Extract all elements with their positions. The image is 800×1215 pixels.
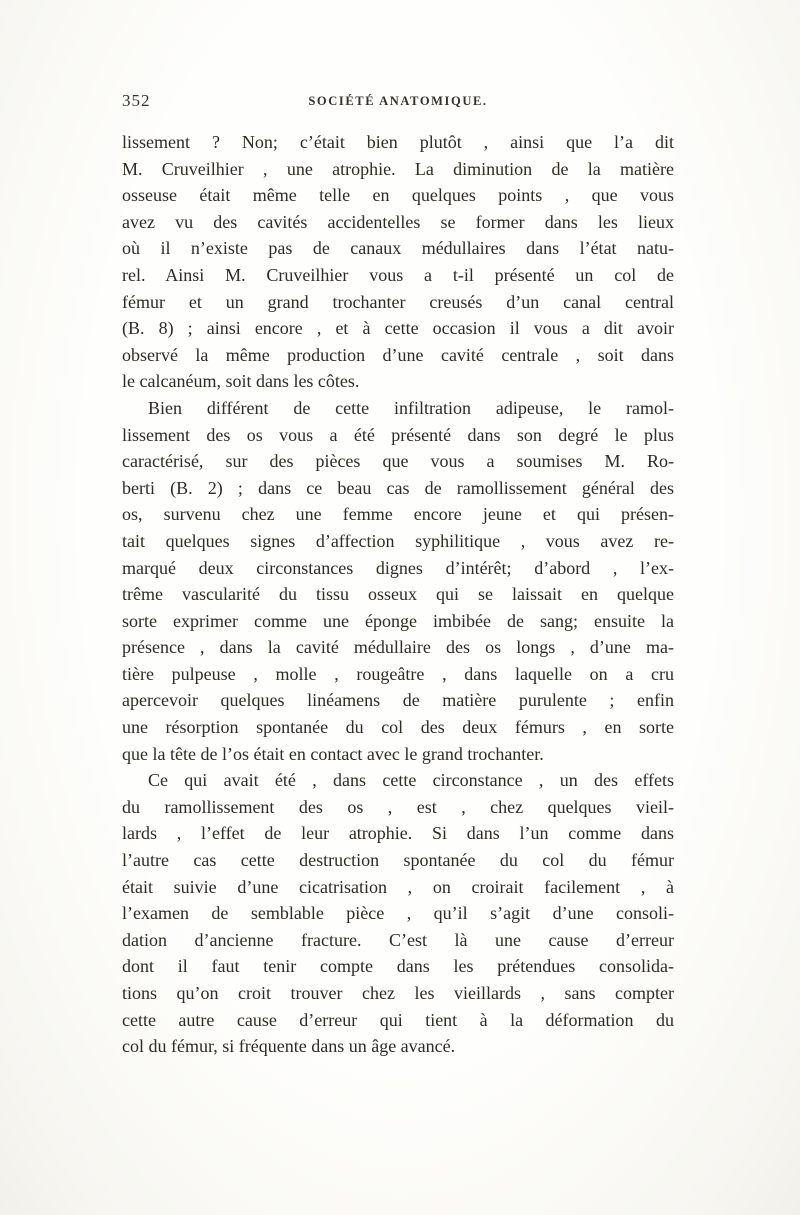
- text-line: trême vascularité du tissu osseux qui se laissait en quelque: [122, 584, 674, 605]
- text-line: était suivie d’une cicatrisation , on croirait facilement , à: [122, 876, 674, 897]
- paragraph: [122, 129, 674, 395]
- text-line: M. Cruveilhier , une atrophie. La diminution de la matière: [122, 158, 674, 179]
- text-line: (B. 8) ; ainsi encore , et à cette occasion il vous a dit avoir: [122, 318, 674, 339]
- text-line: tions qu’on croit trouver chez les vieillards , sans compter: [122, 983, 674, 1003]
- text-line: où il n’existe pas de canaux médullaires dans l’état natu-: [122, 238, 674, 259]
- page-number: 352: [122, 91, 151, 110]
- text-line: rel. Ainsi M. Cruveilhier vous a t-il présenté un col de: [122, 264, 674, 285]
- text-line: l’examen de semblable pièce , qu’il s’agit d’une consoli-: [122, 903, 674, 924]
- paragraph: [122, 767, 674, 1060]
- text-line: tière pulpeuse , molle , rougeâtre , dans laquelle on a cru: [122, 663, 674, 684]
- page-text-block: [122, 129, 674, 1060]
- text-line: sorte exprimer comme une éponge imbibée de sang; ensuite la: [122, 610, 674, 631]
- text-line: osseuse était même telle en quelques points , que vous: [122, 185, 674, 206]
- text-line: du ramollissement des os , est , chez quelques vieil-: [122, 796, 674, 817]
- text-line: l’autre cas cette destruction spontanée du col du fémur: [122, 850, 674, 871]
- text-line: marqué deux circonstances dignes d’intérêt; d’abord , l’ex-: [122, 557, 674, 578]
- paragraph: [122, 395, 674, 767]
- text-line: lissement ? Non; c’était bien plutôt , ainsi que l’a dit: [122, 132, 674, 152]
- text-line: apercevoir quelques linéamens de matière purulente ; enfin: [122, 690, 674, 711]
- text-line: dont il faut tenir compte dans les prétendues consolida-: [122, 956, 674, 977]
- page-header: [122, 90, 674, 114]
- text-line: avez vu des cavités accidentelles se former dans les lieux: [122, 211, 674, 232]
- text-line: os, survenu chez une femme encore jeune et qui présen-: [122, 504, 674, 525]
- text-line: Bien différent de cette infiltration adipeuse, le ramol-: [148, 397, 674, 418]
- text-line: col du fémur, si fréquente dans un âge avancé.: [122, 1036, 456, 1057]
- text-line: Ce qui avait été , dans cette circonstance , un des effets: [148, 770, 674, 791]
- text-line: une résorption spontanée du col des deux fémurs , en sorte: [122, 717, 674, 738]
- text-line: cette autre cause d’erreur qui tient à la déformation du: [122, 1009, 674, 1030]
- text-line: le calcanéum, soit dans les côtes.: [122, 371, 360, 392]
- text-line: lissement des os vous a été présenté dans son degré le plus: [122, 424, 674, 445]
- running-title: SOCIÉTÉ ANATOMIQUE.: [308, 94, 488, 108]
- text-line: que la tête de l’os était en contact avec le grand trochanter.: [122, 743, 544, 764]
- text-line: lards , l’effet de leur atrophie. Si dans l’un comme dans: [122, 823, 674, 844]
- text-line: caractérisé, sur des pièces que vous a soumises M. Ro-: [122, 451, 674, 472]
- text-line: observé la même production d’une cavité centrale , soit dans: [122, 344, 674, 365]
- text-line: berti (B. 2) ; dans ce beau cas de ramollissement général des: [122, 477, 674, 498]
- text-line: présence , dans la cavité médullaire des os longs , d’une ma-: [122, 637, 674, 658]
- text-line: tait quelques signes d’affection syphilitique , vous avez re-: [122, 530, 674, 551]
- text-line: fémur et un grand trochanter creusés d’un canal central: [122, 291, 674, 312]
- text-line: dation d’ancienne fracture. C’est là une cause d’erreur: [122, 929, 674, 950]
